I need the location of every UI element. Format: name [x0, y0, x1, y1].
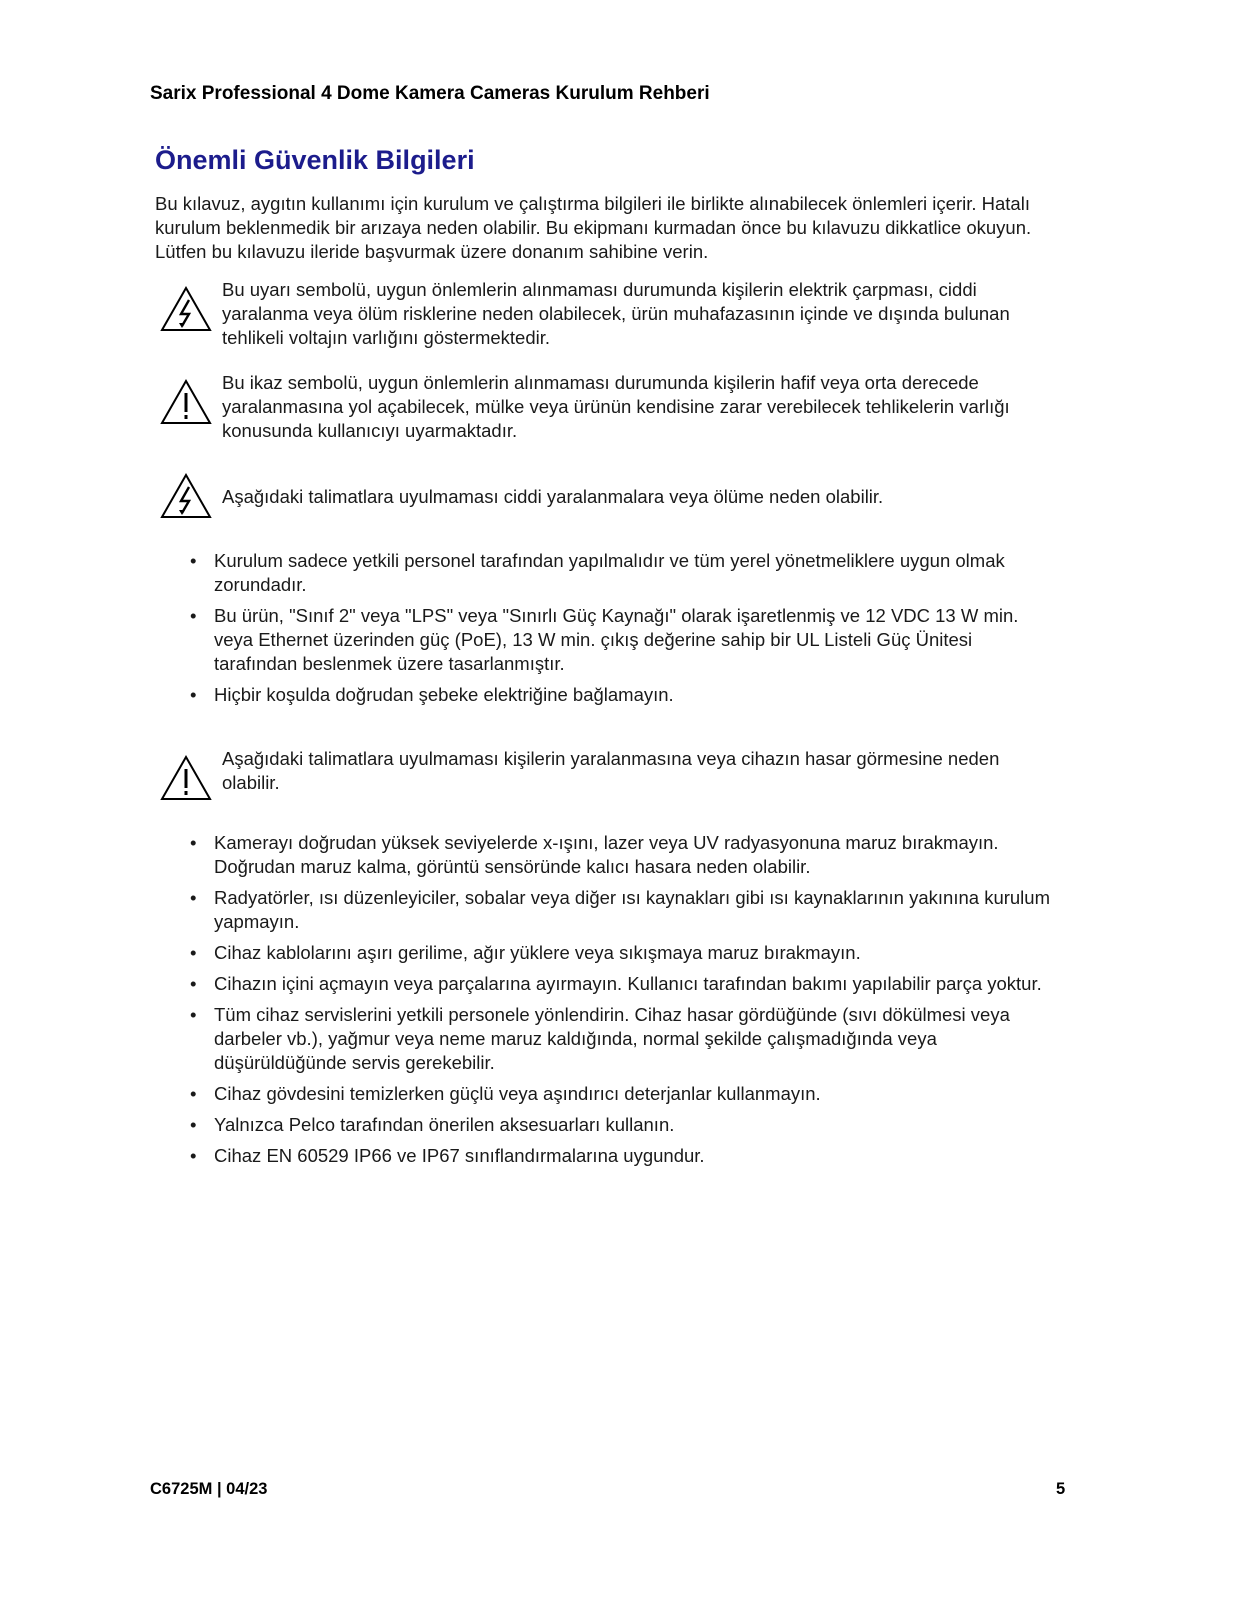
- list-item: • Cihaz gövdesini temizlerken güçlü veya aşındırıcı deterjanlar kullanmayın.: [190, 1082, 1060, 1106]
- warning-text: Aşağıdaki talimatlara uyulmaması ciddi yaralanmalara veya ölüme neden olabilir.: [222, 486, 884, 507]
- footer-doc-id: C6725M | 04/23: [150, 1480, 268, 1498]
- list-item: • Kurulum sadece yetkili personel tarafından yapılmalıdır ve tüm yerel yönetmeliklere uygun olmak zorundadır.: [190, 549, 1060, 597]
- list-item: • Tüm cihaz servislerini yetkili personele yönlendirin. Cihaz hasar gördüğünde (sıvı dökülmesi veya darbeler vb.), yağmur veya neme maruz kaldığında, normal şekilde çalışmadığında veya düşürüldüğünde servis gerekebilir.: [190, 1003, 1060, 1075]
- caution-exclamation-icon: [160, 379, 212, 425]
- footer-page-number: 5: [1056, 1480, 1066, 1498]
- list-item: • Cihaz kablolarını aşırı gerilime, ağır yüklere veya sıkışmaya maruz bırakmayın.: [190, 941, 1060, 965]
- caution-text: Aşağıdaki talimatlara uyulmaması kişilerin yaralanmasına veya cihazın hasar görmesine neden olabilir.: [222, 748, 1000, 793]
- caution-exclamation-icon: [160, 755, 212, 801]
- document-header-title: Sarix Professional 4 Dome Kamera Cameras Kurulum Rehberi: [150, 83, 710, 104]
- list-item: • Cihazın içini açmayın veya parçalarına ayırmayın. Kullanıcı tarafından bakımı yapılabilir parça yoktur.: [190, 972, 1060, 996]
- high-voltage-warning-icon: [160, 473, 212, 519]
- section-heading: Önemli Güvenlik Bilgileri: [155, 145, 475, 175]
- intro-paragraph: Bu kılavuz, aygıtın kullanımı için kurulum ve çalıştırma bilgileri ile birlikte alınabilecek önlemleri içerir. Hatalı kurulum beklenmedik bir arızaya neden olabilir. Bu ekipmanı kurmadan önce bu kılavuzu dikkatlice okuyun. Lütfen bu kılavuzu ileride başvurmak üzere donanım sahibine verin.: [155, 193, 1032, 262]
- caution-symbol-text: Bu ikaz sembolü, uygun önlemlerin alınmaması durumunda kişilerin hafif veya orta derecede yaralanmasına yol açabilecek, mülke veya ürünün kendisine zarar verebilecek tehlikelerin varlığı konusunda kullanıcıyı uyarmaktadır.: [222, 372, 1010, 441]
- list-item: • Cihaz EN 60529 IP66 ve IP67 sınıflandırmalarına uygundur.: [190, 1144, 1060, 1168]
- list-item: • Radyatörler, ısı düzenleyiciler, sobalar veya diğer ısı kaynakları gibi ısı kaynaklarının yakınına kurulum yapmayın.: [190, 886, 1060, 934]
- list-item: • Bu ürün, "Sınıf 2" veya "LPS" veya "Sınırlı Güç Kaynağı" olarak işaretlenmiş ve 12 VDC 13 W min. veya Ethernet üzerinden güç (PoE), 13 W min. çıkış değerine sahip bir UL Listeli Güç Ünitesi tarafından beslenmek üzere tasarlanmıştır.: [190, 604, 1060, 676]
- voltage-symbol-text: Bu uyarı sembolü, uygun önlemlerin alınmaması durumunda kişilerin elektrik çarpması, ciddi yaralanma veya ölüm risklerine neden olabilecek, ürün muhafazasının içinde ve dışında bulunan tehlikeli voltajın varlığını göstermektedir.: [222, 279, 1010, 348]
- warning-list: [190, 549, 1060, 714]
- caution-list: [190, 831, 1060, 1175]
- list-item: • Hiçbir koşulda doğrudan şebeke elektriğine bağlamayın.: [190, 683, 1060, 707]
- list-item: • Kamerayı doğrudan yüksek seviyelerde x-ışını, lazer veya UV radyasyonuna maruz bırakmayın. Doğrudan maruz kalma, görüntü sensöründe kalıcı hasara neden olabilir.: [190, 831, 1060, 879]
- high-voltage-warning-icon: [160, 286, 212, 332]
- list-item: • Yalnızca Pelco tarafından önerilen aksesuarları kullanın.: [190, 1113, 1060, 1137]
